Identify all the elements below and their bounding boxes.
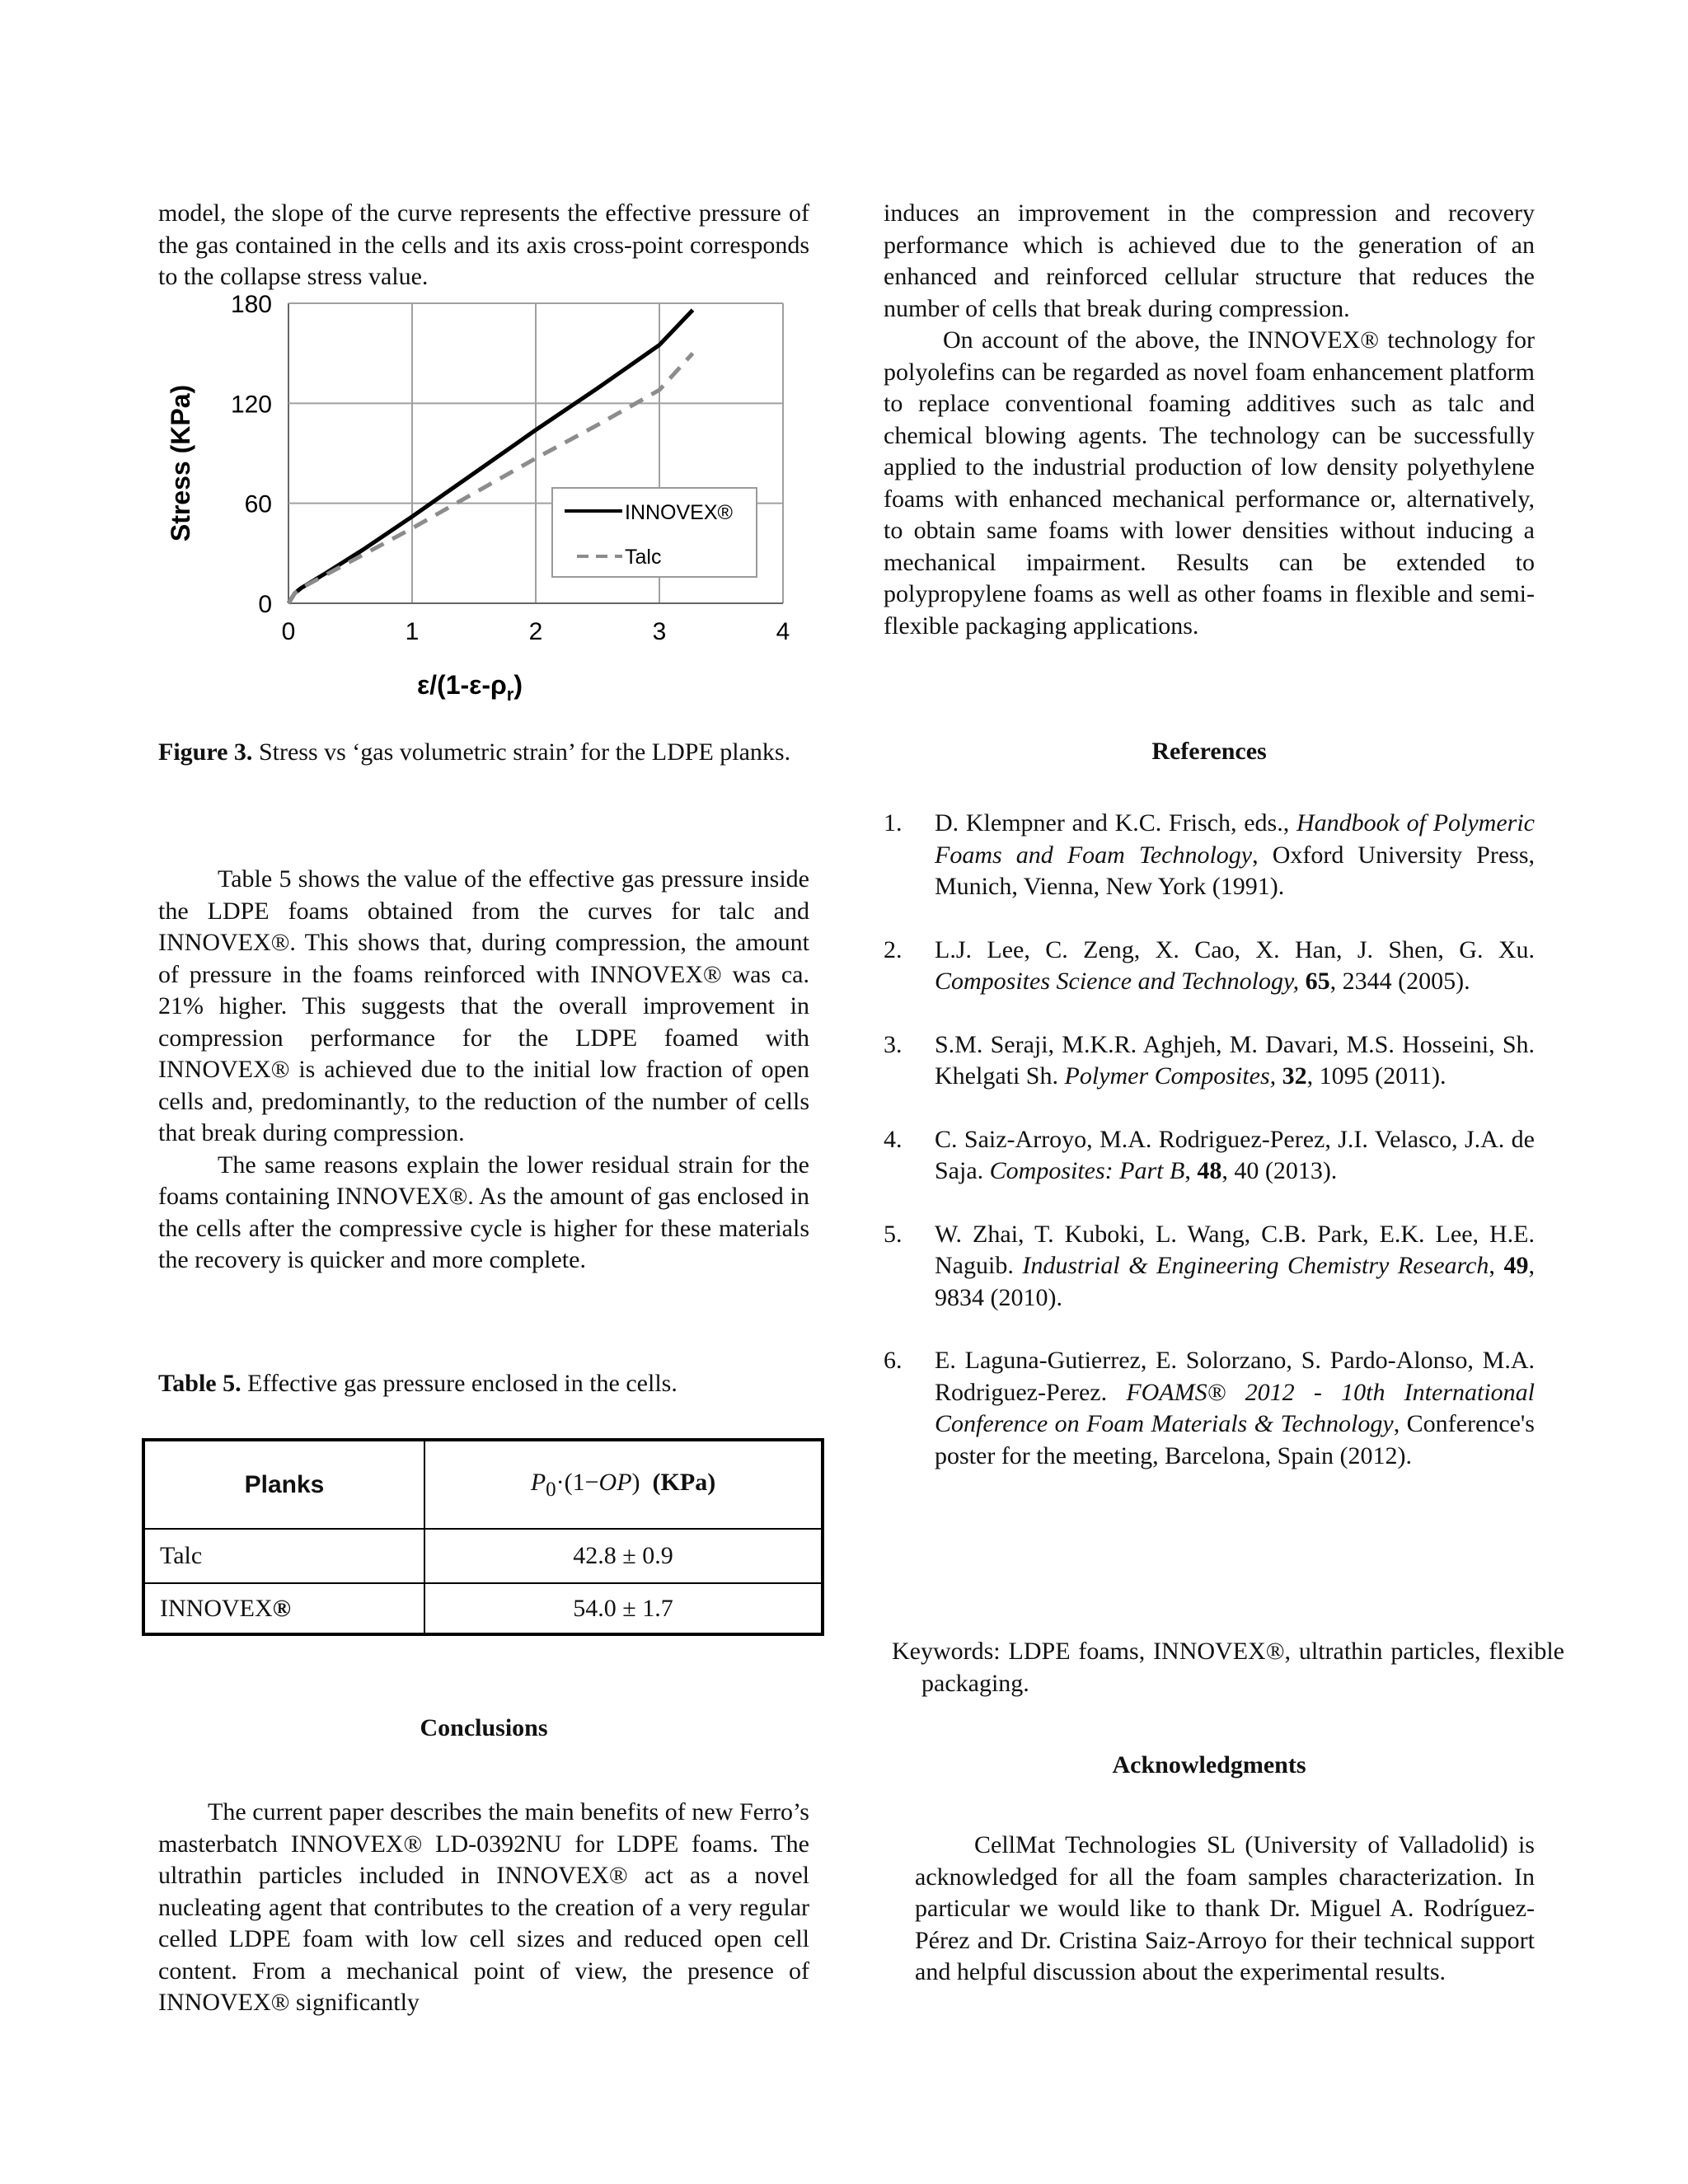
x-tick-label: 0 [281, 618, 296, 645]
conclusions-paragraph: The current paper describes the main benefits of new Ferro’s masterbatch INNOVEX® LD-0392NU for LDPE foams. The ultrathin particles included in INNOVEX® act as a novel nucleating agent that contributes to the creation of a very regular celled LDPE foam with low cell sizes and reduced open cell content. From a mechanical point of view, the presence of INNOVEX® significantly [158, 1798, 809, 2016]
legend-talc: Talc [625, 546, 662, 569]
conclusions-heading: Conclusions [420, 1714, 548, 1741]
chart-y-axis-label: Stress (KPa) [166, 384, 195, 542]
y-tick-label: 0 [258, 591, 272, 618]
x-tick-label: 4 [776, 618, 790, 645]
figure-caption-text: Stress vs ‘gas volumetric strain’ for the LDPE planks. [252, 738, 791, 766]
x-tick-label: 3 [652, 618, 667, 645]
table-row [143, 1583, 823, 1634]
row-talc-value: 42.8 ± 0.9 [424, 1529, 823, 1583]
row-innovex-value: 54.0 ± 1.7 [424, 1583, 823, 1634]
x-tick-label: 1 [405, 618, 420, 645]
chart-ticks [231, 291, 790, 645]
table-row [143, 1529, 823, 1583]
header-formula: $P_0\cdot(1-OP)$ (KPa) [424, 1440, 823, 1529]
reference-item: 1. D. Klempner and K.C. Frisch, eds., Handbook of Polymeric Foams and Foam Technology, Oxford University Press, Munich, Vienna, New York (1991). [884, 809, 1535, 900]
paragraph-on-account: On account of the above, the INNOVEX® technology for polyolefins can be regarded as novel foam enhancement platform to replace conventional foaming additives such as talc and chemical blowing agents. The technology can be successfully applied to the industrial production of low density polyethylene foams with enhanced mechanical performance or, alternatively, to obtain same foams with lower densities without inducing a mechanical impairment. Results can be extended to polypropylene foams as well as other foams in flexible and semi-flexible packaging applications. [884, 326, 1535, 640]
table-label: Table 5. [158, 1370, 241, 1397]
references-heading: References [1151, 738, 1267, 765]
reference-item: 4. C. Saiz-Arroyo, M.A. Rodriguez-Perez, J.I. Velasco, J.A. de Saja. Composites: Part B, 48, 40 (2013). [884, 1125, 1535, 1184]
table-header-row [143, 1440, 823, 1529]
keywords: Keywords: LDPE foams, INNOVEX®, ultrathin particles, flexible packaging. [892, 1638, 1564, 1697]
chart-legend [552, 488, 757, 577]
acknowledgments-heading: Acknowledgments [1112, 1751, 1306, 1779]
header-planks: Planks [244, 1470, 325, 1498]
x-tick-label: 2 [528, 618, 543, 645]
table-5 [142, 1438, 824, 1636]
reference-item: 2. L.J. Lee, C. Zeng, X. Cao, X. Han, J. Shen, G. Xu. Composites Science and Technology, 65, 2344 (2005). [884, 935, 1535, 995]
acknowledgments-paragraph: CellMat Technologies SL (University of Valladolid) is acknowledged for all the foam samples characterization. In particular we would like to thank Dr. Miguel A. Rodríguez-Pérez and Dr. Cristina Saiz-Arroyo for their technical support and helpful discussion about the experimental results. [915, 1831, 1535, 1985]
row-innovex-name: INNOVEX® [143, 1583, 424, 1634]
figure-label: Figure 3. [158, 738, 253, 766]
y-tick-label: 120 [230, 391, 272, 419]
intro-paragraph: model, the slope of the curve represents the effective pressure of the gas contained in the cells and its axis cross-point corresponds to the collapse stress value. [158, 199, 809, 290]
table-5-caption [158, 1368, 809, 1400]
legend-innovex: INNOVEX® [625, 501, 733, 524]
references-list [884, 808, 1535, 1503]
right-body-text [884, 198, 1535, 642]
reference-item: 3. S.M. Seraji, M.K.R. Aghjeh, M. Davari, M.S. Hosseini, Sh. Khelgati Sh. Polymer Composites, 32, 1095 (2011). [884, 1030, 1535, 1090]
figure-3-caption [158, 737, 809, 769]
paragraph-continuation: induces an improvement in the compression and recovery performance which is achieved due to the generation of an enhanced and reinforced cellular structure that reduces the number of cells that break during compression. [884, 199, 1535, 322]
reference-item: 6. E. Laguna-Gutierrez, E. Solorzano, S. Pardo-Alonso, M.A. Rodriguez-Perez. FOAMS® 2012 - 10th International Conference on Foam Materials & Technology, Conference's poster for the meeting, Barcelona, Spain (2012). [884, 1347, 1535, 1469]
paragraph-residual-strain: The same reasons explain the lower residual strain for the foams containing INNOVEX®. As the amount of gas enclosed in the cells after the compressive cycle is higher for these materials the recovery is quicker and more complete. [158, 1151, 809, 1273]
y-tick-label: 60 [244, 490, 272, 518]
left-body-text [158, 864, 809, 1277]
chart-x-axis-label: $\varepsilon/(1-\varepsilon-\rho_r)$ [416, 670, 523, 705]
table-caption-text: Effective gas pressure enclosed in the cells. [241, 1370, 678, 1397]
paragraph-table5-discussion: Table 5 shows the value of the effective gas pressure inside the LDPE foams obtained from the curves for talc and INNOVEX®. This shows that, during compression, the amount of pressure in the foams reinforced with INNOVEX® was ca. 21% higher. This suggests that the overall improvement in compression performance for the LDPE foamed with INNOVEX® is achieved due to the initial low fraction of open cells and, predominantly, to the reduction of the number of cells that break during compression. [158, 865, 809, 1146]
stress-strain-chart [148, 288, 808, 717]
y-tick-label: 180 [230, 291, 272, 318]
reference-item: 5. W. Zhai, T. Kuboki, L. Wang, C.B. Park, E.K. Lee, H.E. Naguib. Industrial & Engineering Chemistry Research, 49, 9834 (2010). [884, 1220, 1535, 1311]
row-talc-name: Talc [143, 1529, 424, 1583]
